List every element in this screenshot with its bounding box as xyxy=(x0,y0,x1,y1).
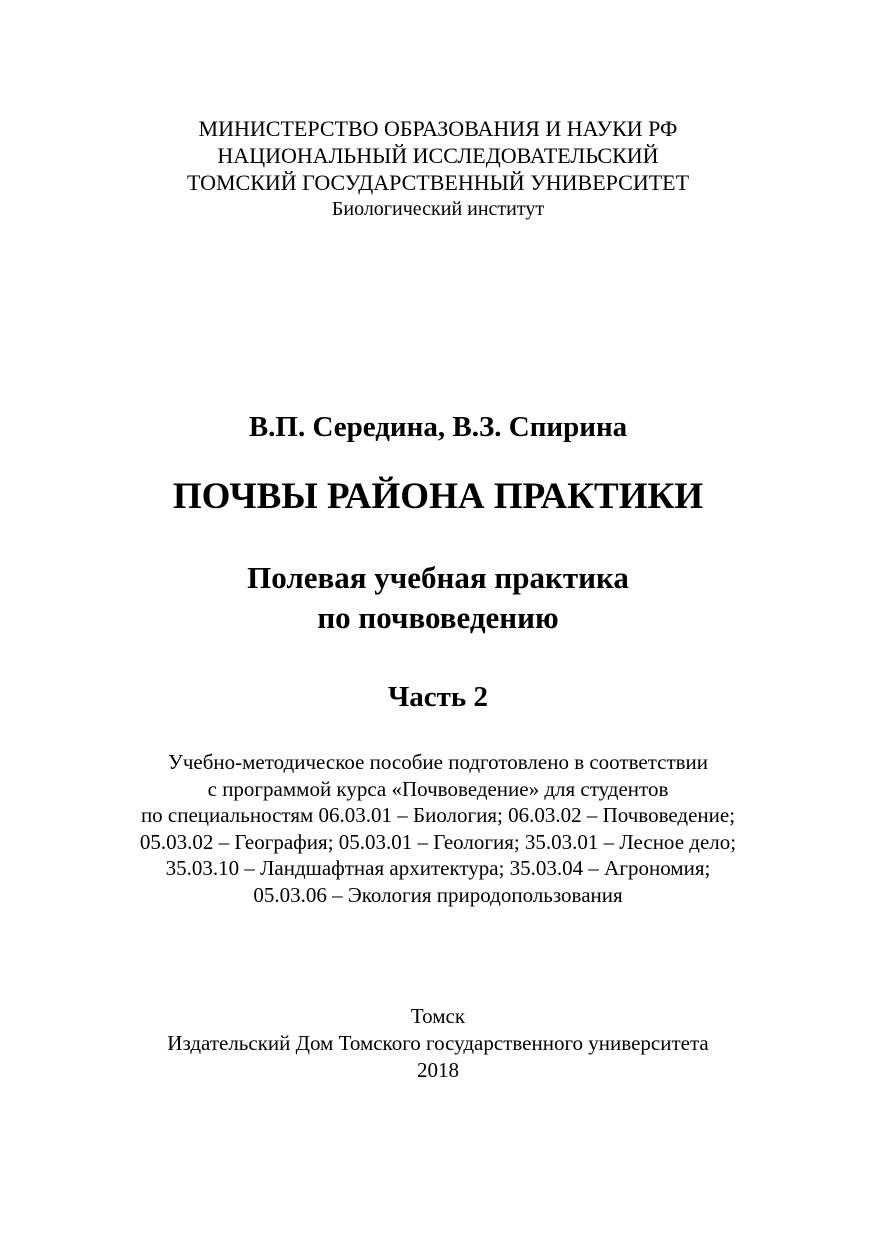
description-line-6: 05.03.06 – Экология природопользования xyxy=(253,882,623,907)
description-line-2: с программой курса «Почвоведение» для студентов xyxy=(207,776,669,801)
subtitle-line-2: по почвоведению xyxy=(317,600,559,635)
imprint xyxy=(0,1003,876,1084)
imprint-city: Томск xyxy=(410,1004,466,1028)
university-line-1: НАЦИОНАЛЬНЫЙ ИССЛЕДОВАТЕЛЬСКИЙ xyxy=(217,143,659,168)
institute-line: Биологический институт xyxy=(331,198,545,220)
subtitle-line-1: Полевая учебная практика xyxy=(247,560,629,595)
authors: В.П. Середина, В.З. Спирина xyxy=(248,411,628,443)
book-title: ПОЧВЫ РАЙОНА ПРАКТИКИ xyxy=(172,476,704,517)
institution-header xyxy=(0,115,876,223)
description-line-4: 05.03.02 – География; 05.03.01 – Геология; 35.03.01 – Лесное дело; xyxy=(139,829,737,854)
description-line-1: Учебно-методическое пособие подготовлено в соответствии xyxy=(167,750,709,774)
description-line-3: по специальностям 06.03.01 – Биология; 06.03.02 – Почвоведение; xyxy=(140,803,736,827)
imprint-publisher: Издательский Дом Томского государственного университета xyxy=(167,1031,709,1055)
part-number: Часть 2 xyxy=(388,681,488,713)
imprint-year: 2018 xyxy=(417,1058,459,1082)
book-subtitle xyxy=(0,558,876,638)
ministry-line: МИНИСТЕРСТВО ОБРАЗОВАНИЯ И НАУКИ РФ xyxy=(198,116,678,141)
university-line-2: ТОМСКИЙ ГОСУДАРСТВЕННЫЙ УНИВЕРСИТЕТ xyxy=(186,170,690,195)
description xyxy=(0,749,876,908)
description-line-5: 35.03.10 – Ландшафтная архитектура; 35.03.04 – Агрономия; xyxy=(165,856,711,880)
